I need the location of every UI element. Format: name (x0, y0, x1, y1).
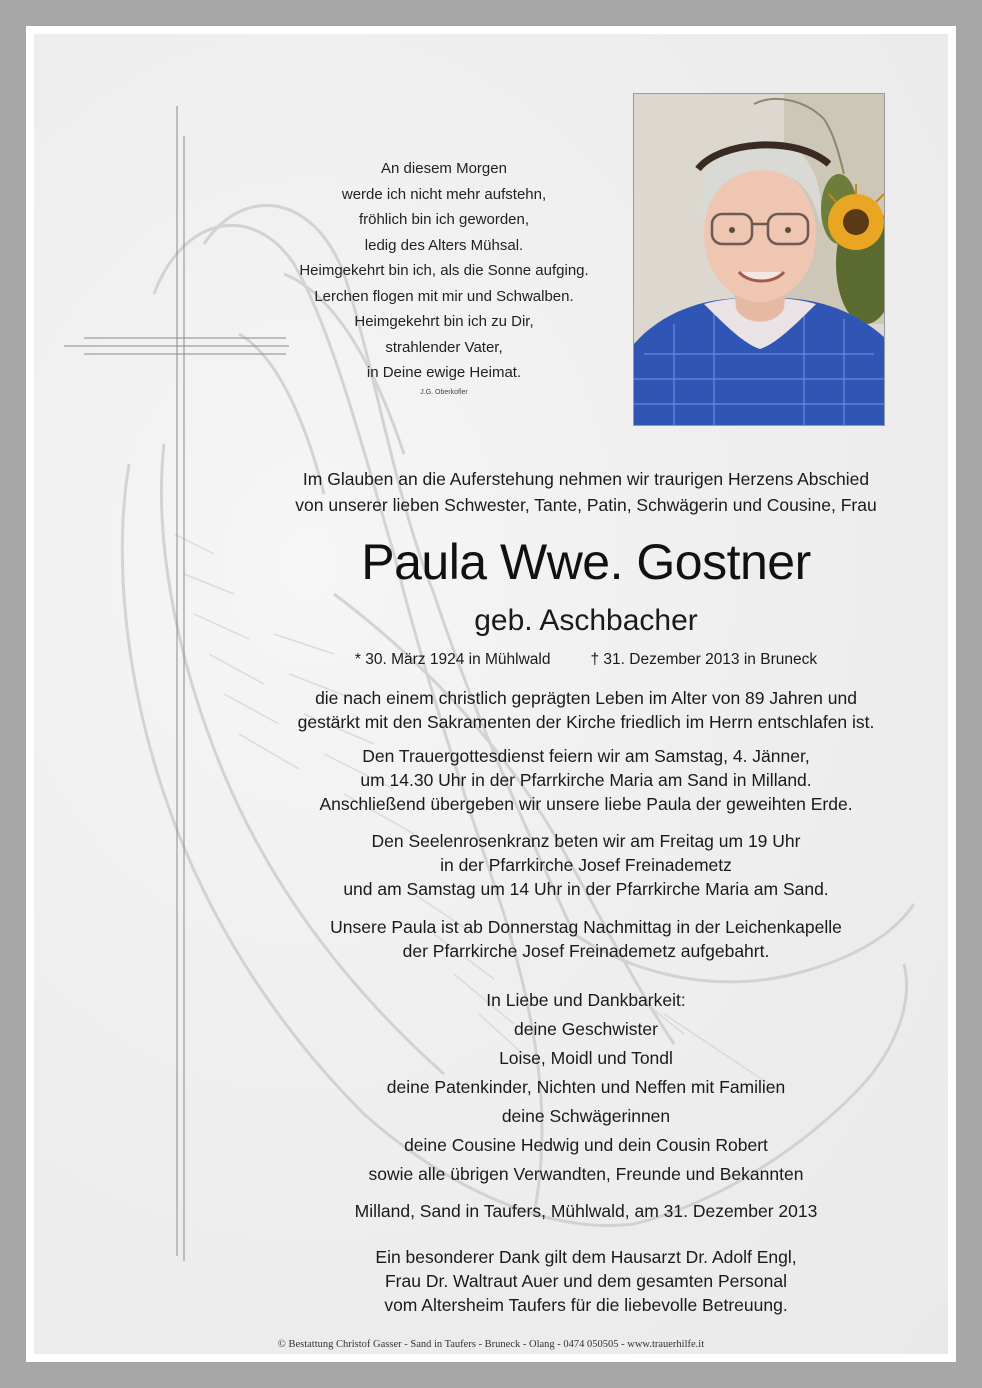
paragraph-line: in der Pfarrkirche Josef Freinademetz (440, 855, 732, 875)
poem-line: ledig des Alters Mühsal. (364, 236, 524, 254)
paragraph-rosary (266, 829, 906, 901)
mourners-line: deine Schwägerinnen (501, 1106, 671, 1126)
paragraph-line: gestärkt mit den Sakramenten der Kirche friedlich im Herrn entschlafen ist. (297, 712, 875, 732)
poem-line: Heimgekehrt bin ich zu Dir, (354, 313, 534, 330)
cross-icon (64, 106, 294, 1266)
thanks-line: Ein besonderer Dank gilt dem Hausarzt Dr. Adolf Engl, (375, 1247, 797, 1267)
poem-line: Lerchen flogen mit mir und Schwalben. (314, 287, 574, 305)
intro-text (266, 466, 906, 518)
place-and-date: Milland, Sand in Taufers, Mühlwald, am 31. Dezember 2013 (354, 1201, 818, 1221)
portrait-image (634, 94, 885, 426)
paragraph-funeral-service (266, 744, 906, 816)
poem-author: J.G. Oberkofler (420, 388, 468, 396)
paragraph-line: und am Samstag um 14 Uhr in der Pfarrkirche Maria am Sand. (343, 879, 829, 899)
mourners-line: In Liebe und Dankbarkeit: (486, 990, 686, 1010)
intro-line: von unserer lieben Schwester, Tante, Patin, Schwägerin und Cousine, Frau (295, 495, 877, 515)
mourners-line: deine Cousine Hedwig und dein Cousin Robert (404, 1135, 768, 1155)
mourners-line: Loise, Moidl und Tondl (499, 1048, 673, 1068)
paragraph-line: Unsere Paula ist ab Donnerstag Nachmittag in der Leichenkapelle (330, 917, 842, 937)
poem-line: in Deine ewige Heimat. (366, 364, 522, 381)
paragraph-line: um 14.30 Uhr in der Pfarrkirche Maria am Sand in Milland. (360, 770, 812, 790)
paragraph-line: der Pfarrkirche Josef Freinademetz aufgebahrt. (402, 941, 770, 961)
paragraph-line: Anschließend übergeben wir unsere liebe Paula der geweihten Erde. (319, 794, 853, 814)
mourners-list (266, 986, 906, 1189)
poem-line: strahlender Vater, (385, 338, 503, 356)
paragraph-line: Den Seelenrosenkranz beten wir am Freitag um 19 Uhr (371, 831, 801, 851)
paragraph-line: Den Trauergottesdienst feiern wir am Samstag, 4. Jänner, (362, 746, 810, 766)
mourners-line: deine Geschwister (514, 1019, 658, 1039)
mourners-line: sowie alle übrigen Verwandten, Freunde und Bekannten (368, 1164, 804, 1184)
deceased-name: Paula Wwe. Gostner (361, 534, 811, 590)
intro-line: Im Glauben an die Auferstehung nehmen wir traurigen Herzens Abschied (302, 469, 870, 489)
portrait-photo (633, 93, 885, 426)
poem-line: An diesem Morgen (381, 160, 507, 177)
poem-line: werde ich nicht mehr aufstehn, (341, 185, 547, 203)
paragraph-line: die nach einem christlich geprägten Leben im Alter von 89 Jahren und (315, 688, 857, 708)
marbled-paper-background (34, 34, 948, 1354)
thanks-line: Frau Dr. Waltraut Auer und dem gesamten Personal (384, 1271, 788, 1291)
obituary-card (26, 26, 956, 1362)
thanks-line: vom Altersheim Taufers für die liebevolle Betreuung. (384, 1295, 788, 1315)
birth-date: * 30. März 1924 in Mühlwald (354, 651, 551, 668)
mourners-line: deine Patenkinder, Nichten und Neffen mit Familien (386, 1077, 786, 1097)
paragraph-passing (266, 686, 906, 734)
thanks-note (266, 1245, 906, 1317)
memorial-poem (284, 156, 604, 398)
death-date: † 31. Dezember 2013 in Bruneck (590, 651, 818, 668)
paragraph-viewing (266, 915, 906, 963)
life-dates (266, 648, 906, 672)
poem-line: Heimgekehrt bin ich, als die Sonne aufging. (299, 262, 589, 279)
maiden-name: geb. Aschbacher (474, 604, 698, 637)
footer-credit: © Bestattung Christof Gasser - Sand in Taufers - Bruneck - Olang - 0474 050505 - www.trauerhilfe.it (277, 1339, 705, 1350)
poem-line: fröhlich bin ich geworden, (358, 211, 530, 228)
